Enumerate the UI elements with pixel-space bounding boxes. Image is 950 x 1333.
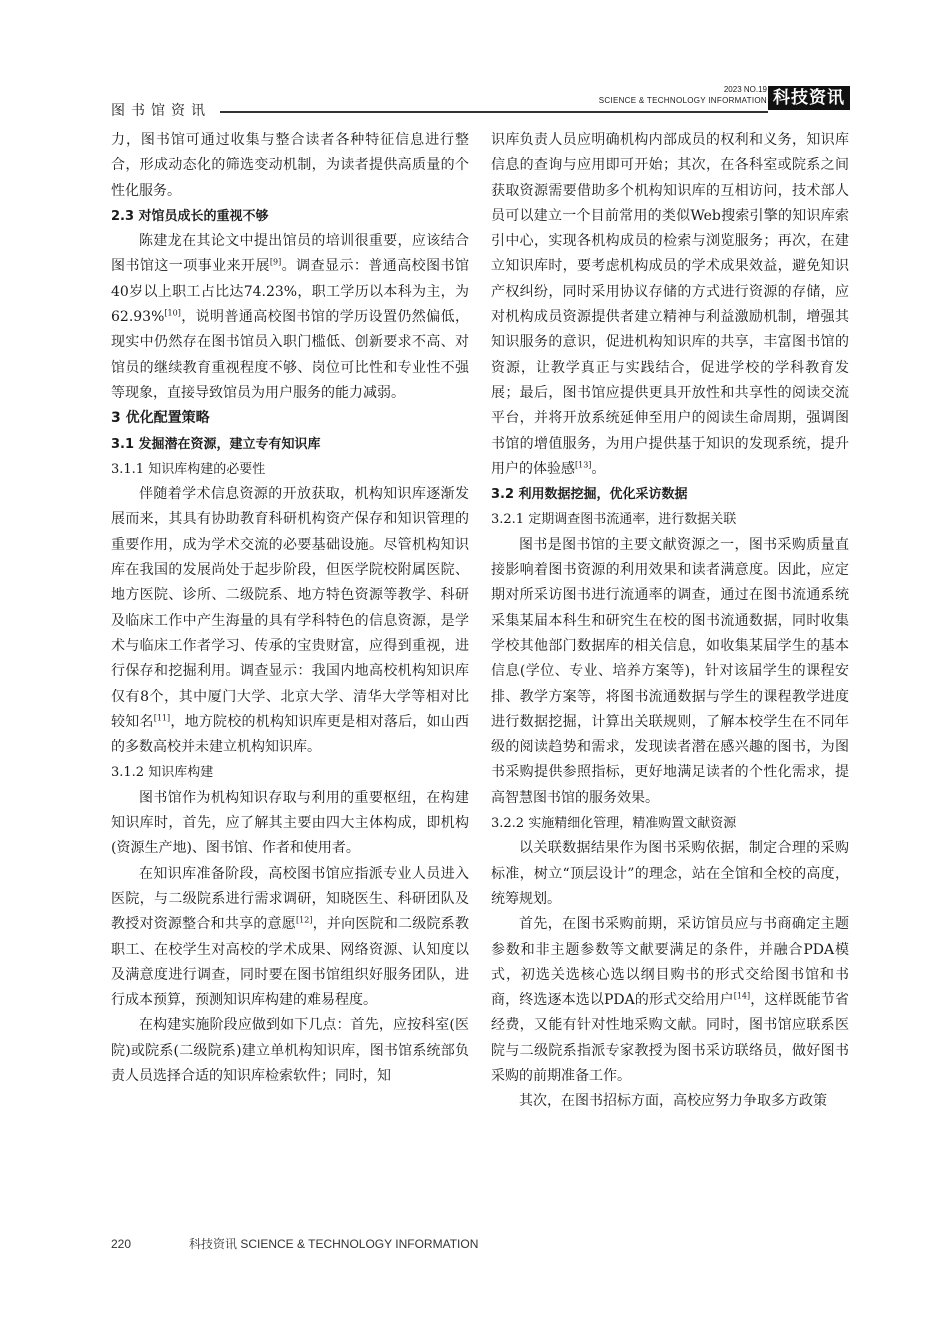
citation[interactable]: [9] (269, 257, 282, 267)
issue-number: 2023 NO.19 (723, 85, 767, 94)
citation[interactable]: [11] (153, 713, 171, 723)
page-number: 220 (111, 1237, 132, 1251)
heading-3-1: 3.1 发掘潜在资源，建立专有知识库 (111, 436, 321, 452)
magazine-logo: 科技资讯 (768, 86, 850, 110)
citation[interactable]: [13] (575, 460, 592, 470)
right-column (491, 128, 849, 1115)
citation[interactable]: [10] (164, 308, 181, 318)
paragraph: 在构建实施阶段应做到如下几点：首先，应按科室(医院)或院系(二级院系)建立单机构知识库，图书馆系统部负责人员选择合适的知识库检索软件；同时，知 (111, 1017, 469, 1084)
page-header (0, 0, 950, 120)
paragraph: 力，图书馆可通过收集与整合读者各种特征信息进行整合，形成动态化的筛选变动机制，为读者提供高质量的个性化服务。 (111, 132, 469, 199)
heading-3-2-1: 3.2.1 定期调查图书流通率，进行数据关联 (491, 512, 737, 528)
section-label: 图书馆资讯 (111, 103, 211, 119)
heading-3-2-2: 3.2.2 实施精细化管理，精准购置文献资源 (491, 816, 737, 832)
paragraph: 识库负责人员应明确机构内部成员的权利和义务，知识库信息的查询与应用即可开始；其次，在各科室或院系之间获取资源需要借助多个机构知识库的互相访问，技术部人员可以建立一个目前常用的类似Web搜索引擎的知识库索引中心，实现各机构成员的检索与浏览服务；再次，在建立知识库时，要考虑机构成员的学术成果效益，避免知识产权纠纷，同时采用协议存储的方式进行资源的存储，应对机构成员资源提供者建立精神与利益激励机制，增强其知识服务的意识，促进机构知识库的共享，丰富图书馆的资源，让教学真正与实践结合，促进学校的学科教育发展；最后，图书馆应提供更具开放性和共享性的阅读交流平台，并将开放系统延伸至用户的阅读生命周期，强调图书馆的增值服务，为用户提供基于知识的发现系统，提升用户的体验感[13]。 (491, 132, 849, 477)
citation[interactable]: [12] (296, 915, 313, 925)
heading-3-2: 3.2 利用数据挖掘，优化采访数据 (491, 487, 688, 503)
heading-3-1-2: 3.1.2 知识库构建 (111, 765, 214, 781)
paragraph: 图书馆作为机构知识存取与利用的重要枢纽，在构建知识库时，首先，应了解其主要由四大主体构成，即机构(资源生产地)、图书馆、作者和使用者。 (111, 789, 469, 857)
heading-3-1-1: 3.1.1 知识库构建的必要性 (111, 461, 266, 477)
paragraph: 以关联数据结果作为图书采购依据，制定合理的采购标准，树立“顶层设计”的理念，站在全馆和全校的高度，统筹规划。 (491, 840, 849, 907)
magazine-english-title: SCIENCE & TECHNOLOGY INFORMATION (598, 96, 767, 105)
paragraph: 伴随着学术信息资源的开放获取，机构知识库逐渐发展而来，其具有协助教育科研机构资产保存和知识管理的重要作用，成为学术交流的必要基础设施。尽管机构知识库在我国的发展尚处于起步阶段，但医学院校附属医院、地方医院、诊所、二级院系、地方特色资源等教学、科研及临床工作中产生海量的具有学科特色的信息资源，是学术与临床工作者学习、传承的宝贵财富，应得到重视，进行保存和挖掘利用。调查显示：我国内地高校机构知识库仅有8个，其中厦门大学、北京大学、清华大学等相对比较知名[11]，地方院校的机构知识库更是相对落后，如山西的多数高校并未建立机构知识库。 (111, 486, 470, 756)
citation[interactable]: [14] (733, 991, 751, 1001)
paragraph: 在知识库准备阶段，高校图书馆应指派专业人员进入医院，与二级院系进行需求调研，知晓医生、科研团队及教授对资源整合和共享的意愿[12]，并向医院和二级院系教职工、在校学生对高校的学术成果、网络资源、认知度以及满意度进行调查，同时要在图书馆组织好服务团队，进行成本预算，预测知识库构建的难易程度。 (111, 865, 470, 1009)
header-rule (220, 111, 768, 113)
paragraph: 图书是图书馆的主要文献资源之一，图书采购质量直接影响着图书资源的利用效果和读者满意度。因此，应定期对所采访图书进行流通率的调查，通过在图书流通系统采集某届本科生和研究生在校的图书流通数据，同时收集学校其他部门数据库的相关信息，如收集某届学生的基本信息(学位、专业、培养方案等)，针对该届学生的课程安排、教学方案等，将图书流通数据与学生的课程教学进度进行数据挖掘，计算出关联规则，了解本校学生在不同年级的阅读趋势和需求，发现读者潜在感兴趣的图书，为图书采购提供参照指标，更好地满足读者的个性化需求，提高智慧图书馆的服务效果。 (491, 536, 849, 806)
paragraph: 首先，在图书采购前期，采访馆员应与书商确定主题参数和非主题参数等文献要满足的条件，并融合PDA模式，初选关选核心选以纲目购书的形式交给图书馆和书商，终选逐本选以PDA的形式交给用户[14]，这样既能节省经费，又能有针对性地采购文献。同时，图书馆应联系医院与二级院系指派专家教授为图书采访联络员，做好图书采购的前期准备工作。 (491, 916, 849, 1084)
left-column (111, 128, 469, 1089)
paragraph: 陈建龙在其论文中提出馆员的培训很重要，应该结合图书馆这一项事业来开展[9]。调查显示：普通高校图书馆40岁以上职工占比达74.23%，职工学历以本科为主，为62.93%[10]，说明普通高校图书馆的学历设置仍然偏低，现实中仍然存在图书馆员入职门槛低、创新要求不高、对馆员的继续教育重视程度不够、岗位可比性和专业性不强等现象，直接导致馆员为用户服务的能力减弱。 (111, 233, 470, 401)
page-footer (111, 1236, 478, 1252)
heading-2-3: 2.3 对馆员成长的重视不够 (111, 208, 269, 224)
heading-3: 3 优化配置策略 (111, 410, 210, 427)
footer-journal-title: 科技资讯 SCIENCE & TECHNOLOGY INFORMATION (189, 1237, 479, 1251)
paragraph: 其次，在图书招标方面，高校应努力争取多方政策 (519, 1093, 827, 1110)
